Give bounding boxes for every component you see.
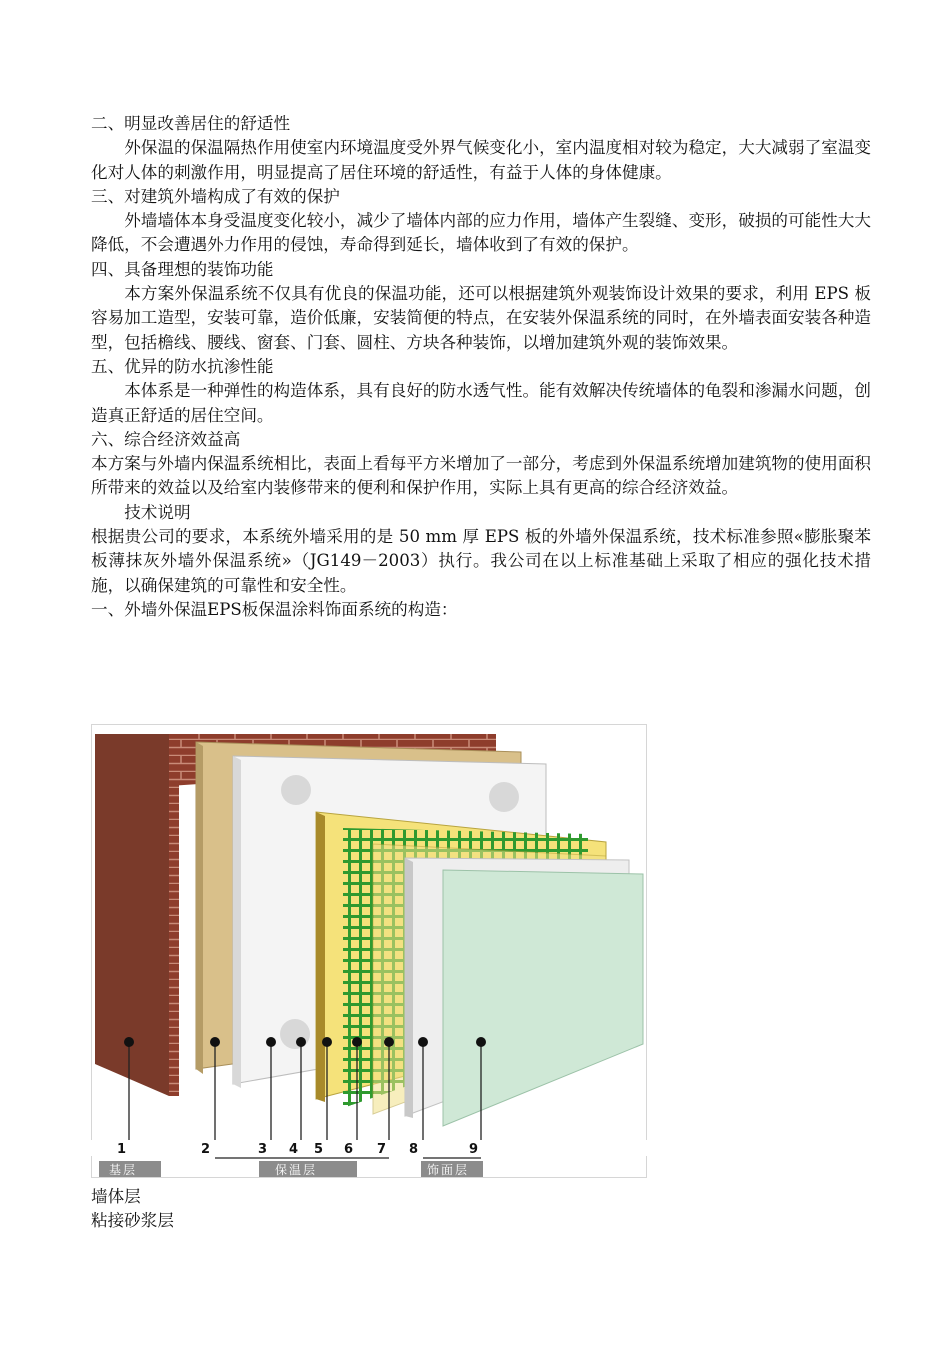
anchor-disc [280,1019,310,1049]
caption-line: 粘接砂浆层 [91,1211,174,1231]
section-paragraph: 外墙墙体本身受温度变化较小，减少了墙体内部的应力作用，墙体产生裂缝、变形，破损的可能性大大降低，不会遭遇外力作用的侵蚀，寿命得到延长，墙体收到了有效的保护。 [91,211,871,255]
layer-number-3: 3 [258,1142,268,1157]
section-heading: 四、具备理想的装饰功能 [91,259,274,279]
layer-captions [91,1185,174,1234]
anchor-disc [489,782,519,812]
eps-board-edge [233,756,241,1088]
layer-number-6: 6 [344,1142,354,1157]
layer-number-7: 7 [377,1142,387,1157]
wall-brick-edge [169,734,179,1096]
caption-line: 墙体层 [91,1187,141,1206]
section-paragraph: 本方案与外墙内保温系统相比，表面上看每平方米增加了一部分，考虑到外保温系统增加建筑物的使用面积所带来的效益以及给室内装修带来的便利和保护作用，实际上具有更高的综合经济效益。 [91,454,871,498]
construction-heading: 一、外墙外保温EPS板保温涂料饰面系统的构造： [91,599,458,619]
section-heading: 三、对建筑外墙构成了有效的保护 [91,186,340,206]
layer-number-5: 5 [314,1142,324,1157]
layer-number-2: 2 [201,1142,211,1157]
tech-title: 技术说明 [124,502,191,522]
section-heading: 五、优异的防水抗渗性能 [91,356,274,376]
layer-number-8: 8 [409,1142,419,1157]
layer-number-9: 9 [469,1142,479,1157]
layer-number-1: 1 [117,1142,127,1157]
primer-edge [405,858,413,1118]
group-label-insulation: 保温层 [275,1163,318,1177]
body-text [91,112,871,622]
base-mortar-edge [316,812,325,1102]
section-paragraph: 本方案外保温系统不仅具有优良的保温功能，还可以根据建筑外观装饰设计效果的要求，利用 EPS 板容易加工造型，安装可靠，造价低廉，安装简便的特点，在安装外保温系统的同时，在外墙表面安装各种造型，包括檐线、腰线、窗套、门套、圆柱、方块各种装饰，以增加建筑外观的装饰效果。 [91,284,871,352]
tech-paragraph: 根据贵公司的要求，本系统外墙采用的是 50 mm 厚 EPS 板的外墙外保温系统，技术标准参照«膨胀聚苯板薄抹灰外墙外保温系统»（JG149－2003）执行。我公司在以上标准基础上采取了相应的强化技术措施，以确保建筑的可靠性和安全性。 [91,527,871,595]
layer-number-4: 4 [289,1142,299,1157]
anchor-disc [281,775,311,805]
adhesive-edge [196,742,203,1074]
wall-layer-svg [91,724,647,1178]
section-paragraph: 外保温的保温隔热作用使室内环境温度受外界气候变化小，室内温度相对较为稳定，大大减弱了室温变化对人体的刺激作用，明显提高了居住环境的舒适性，有益于人体的身体健康。 [91,138,871,182]
group-label-finish: 饰面层 [427,1163,470,1177]
section-heading: 二、明显改善居住的舒适性 [91,114,291,133]
section-heading: 六、综合经济效益高 [91,429,241,449]
group-label-base: 基层 [109,1163,138,1177]
section-paragraph: 本体系是一种弹性的构造体系，具有良好的防水透气性。能有效解决传统墙体的龟裂和渗漏水问题，创造真正舒适的居住空间。 [91,381,871,425]
wall-layer-diagram [91,724,647,1178]
